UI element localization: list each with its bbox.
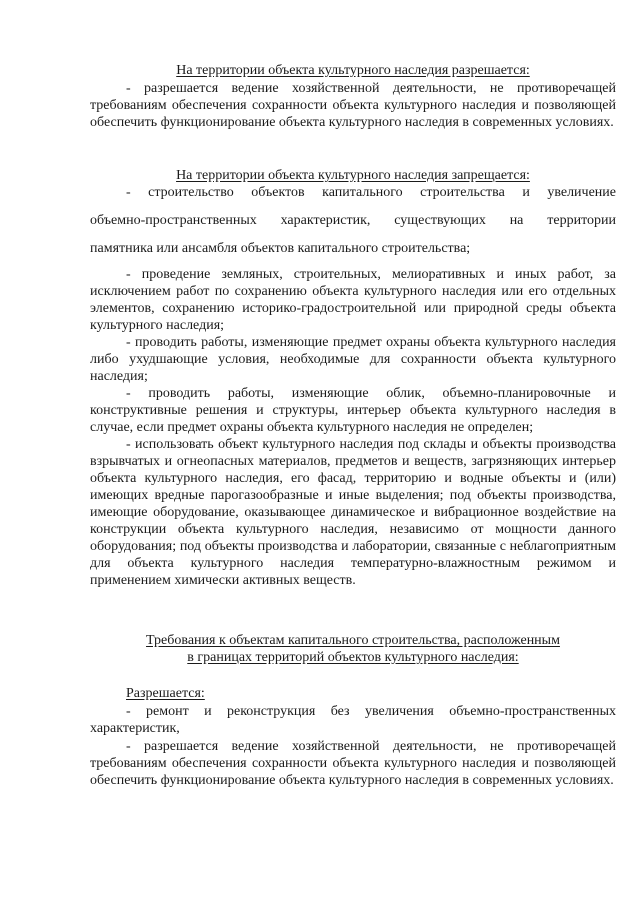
- forbidden-item4: - проводить работы, изменяющие облик, объемно-планировочные и конструктивные решения и структуры, интерьер объекта культурного наследия в случае, если предмет охраны объекта культурного наследия не определен;: [90, 386, 616, 435]
- section-allowed-heading-text: На территории объекта культурного наследия разрешается:: [176, 63, 530, 78]
- forbidden-item1-line1: - строительство объектов капитального строительства и увеличение: [126, 185, 616, 200]
- forbidden-item1-line3: памятника или ансамбля объектов капитального строительства;: [90, 241, 471, 256]
- section-forbidden-heading-text: На территории объекта культурного наследия запрещается:: [176, 168, 530, 183]
- section-allowed-heading: [90, 62, 616, 79]
- forbidden-item3: - проводить работы, изменяющие предмет охраны объекта культурного наследия либо ухудшающие условия, необходимые для сохранности объекта культурного наследия;: [90, 335, 616, 384]
- section-forbidden-heading: [90, 167, 616, 184]
- requirements-heading-line2: в границах территорий объектов культурного наследия:: [187, 650, 519, 665]
- requirements-allowed-label: Разрешается:: [126, 686, 205, 701]
- forbidden-item1-line2: объемно-пространственных характеристик, существующих на территории: [90, 213, 616, 228]
- requirements-item1: - ремонт и реконструкция без увеличения объемно-пространственных характеристик,: [90, 704, 616, 736]
- requirements-heading-line1: Требования к объектам капитального строительства, расположенным: [146, 633, 560, 648]
- section-requirements-heading: [90, 632, 616, 666]
- requirements-item2: - разрешается ведение хозяйственной деятельности, не противоречащей требованиям обеспечения сохранности объекта культурного наследия и позволяющей обеспечить функционирование объекта культурного наследия в современных условиях.: [90, 739, 616, 788]
- section-allowed-text: - разрешается ведение хозяйственной деятельности, не противоречащей требованиям обеспечения сохранности объекта культурного наследия и позволяющей обеспечить функционирование объекта культурного наследия в современных условиях.: [90, 81, 616, 130]
- forbidden-item5: - использовать объект культурного наследия под склады и объекты производства взрывчатых и огнеопасных материалов, предметов и веществ, загрязняющих интерьер объекта культурного наследия, его фасад, территорию и водные объекты и (или) имеющих вредные парогазообразные и иные выделения; под объекты производства, имеющие оборудование, оказывающее динамическое и вибрационное воздействие на конструкции объекта культурного наследия, независимо от мощности данного оборудования; под объекты производства и лаборатории, связанные с неблагоприятным для объекта культурного наследия температурно-влажностным режимом и применением химически активных веществ.: [90, 437, 616, 588]
- forbidden-item2: - проведение земляных, строительных, мелиоративных и иных работ, за исключением работ по сохранению объекта культурного наследия или его отдельных элементов, сохранению историко-градостроительной или природной среды объекта культурного наследия;: [90, 267, 616, 333]
